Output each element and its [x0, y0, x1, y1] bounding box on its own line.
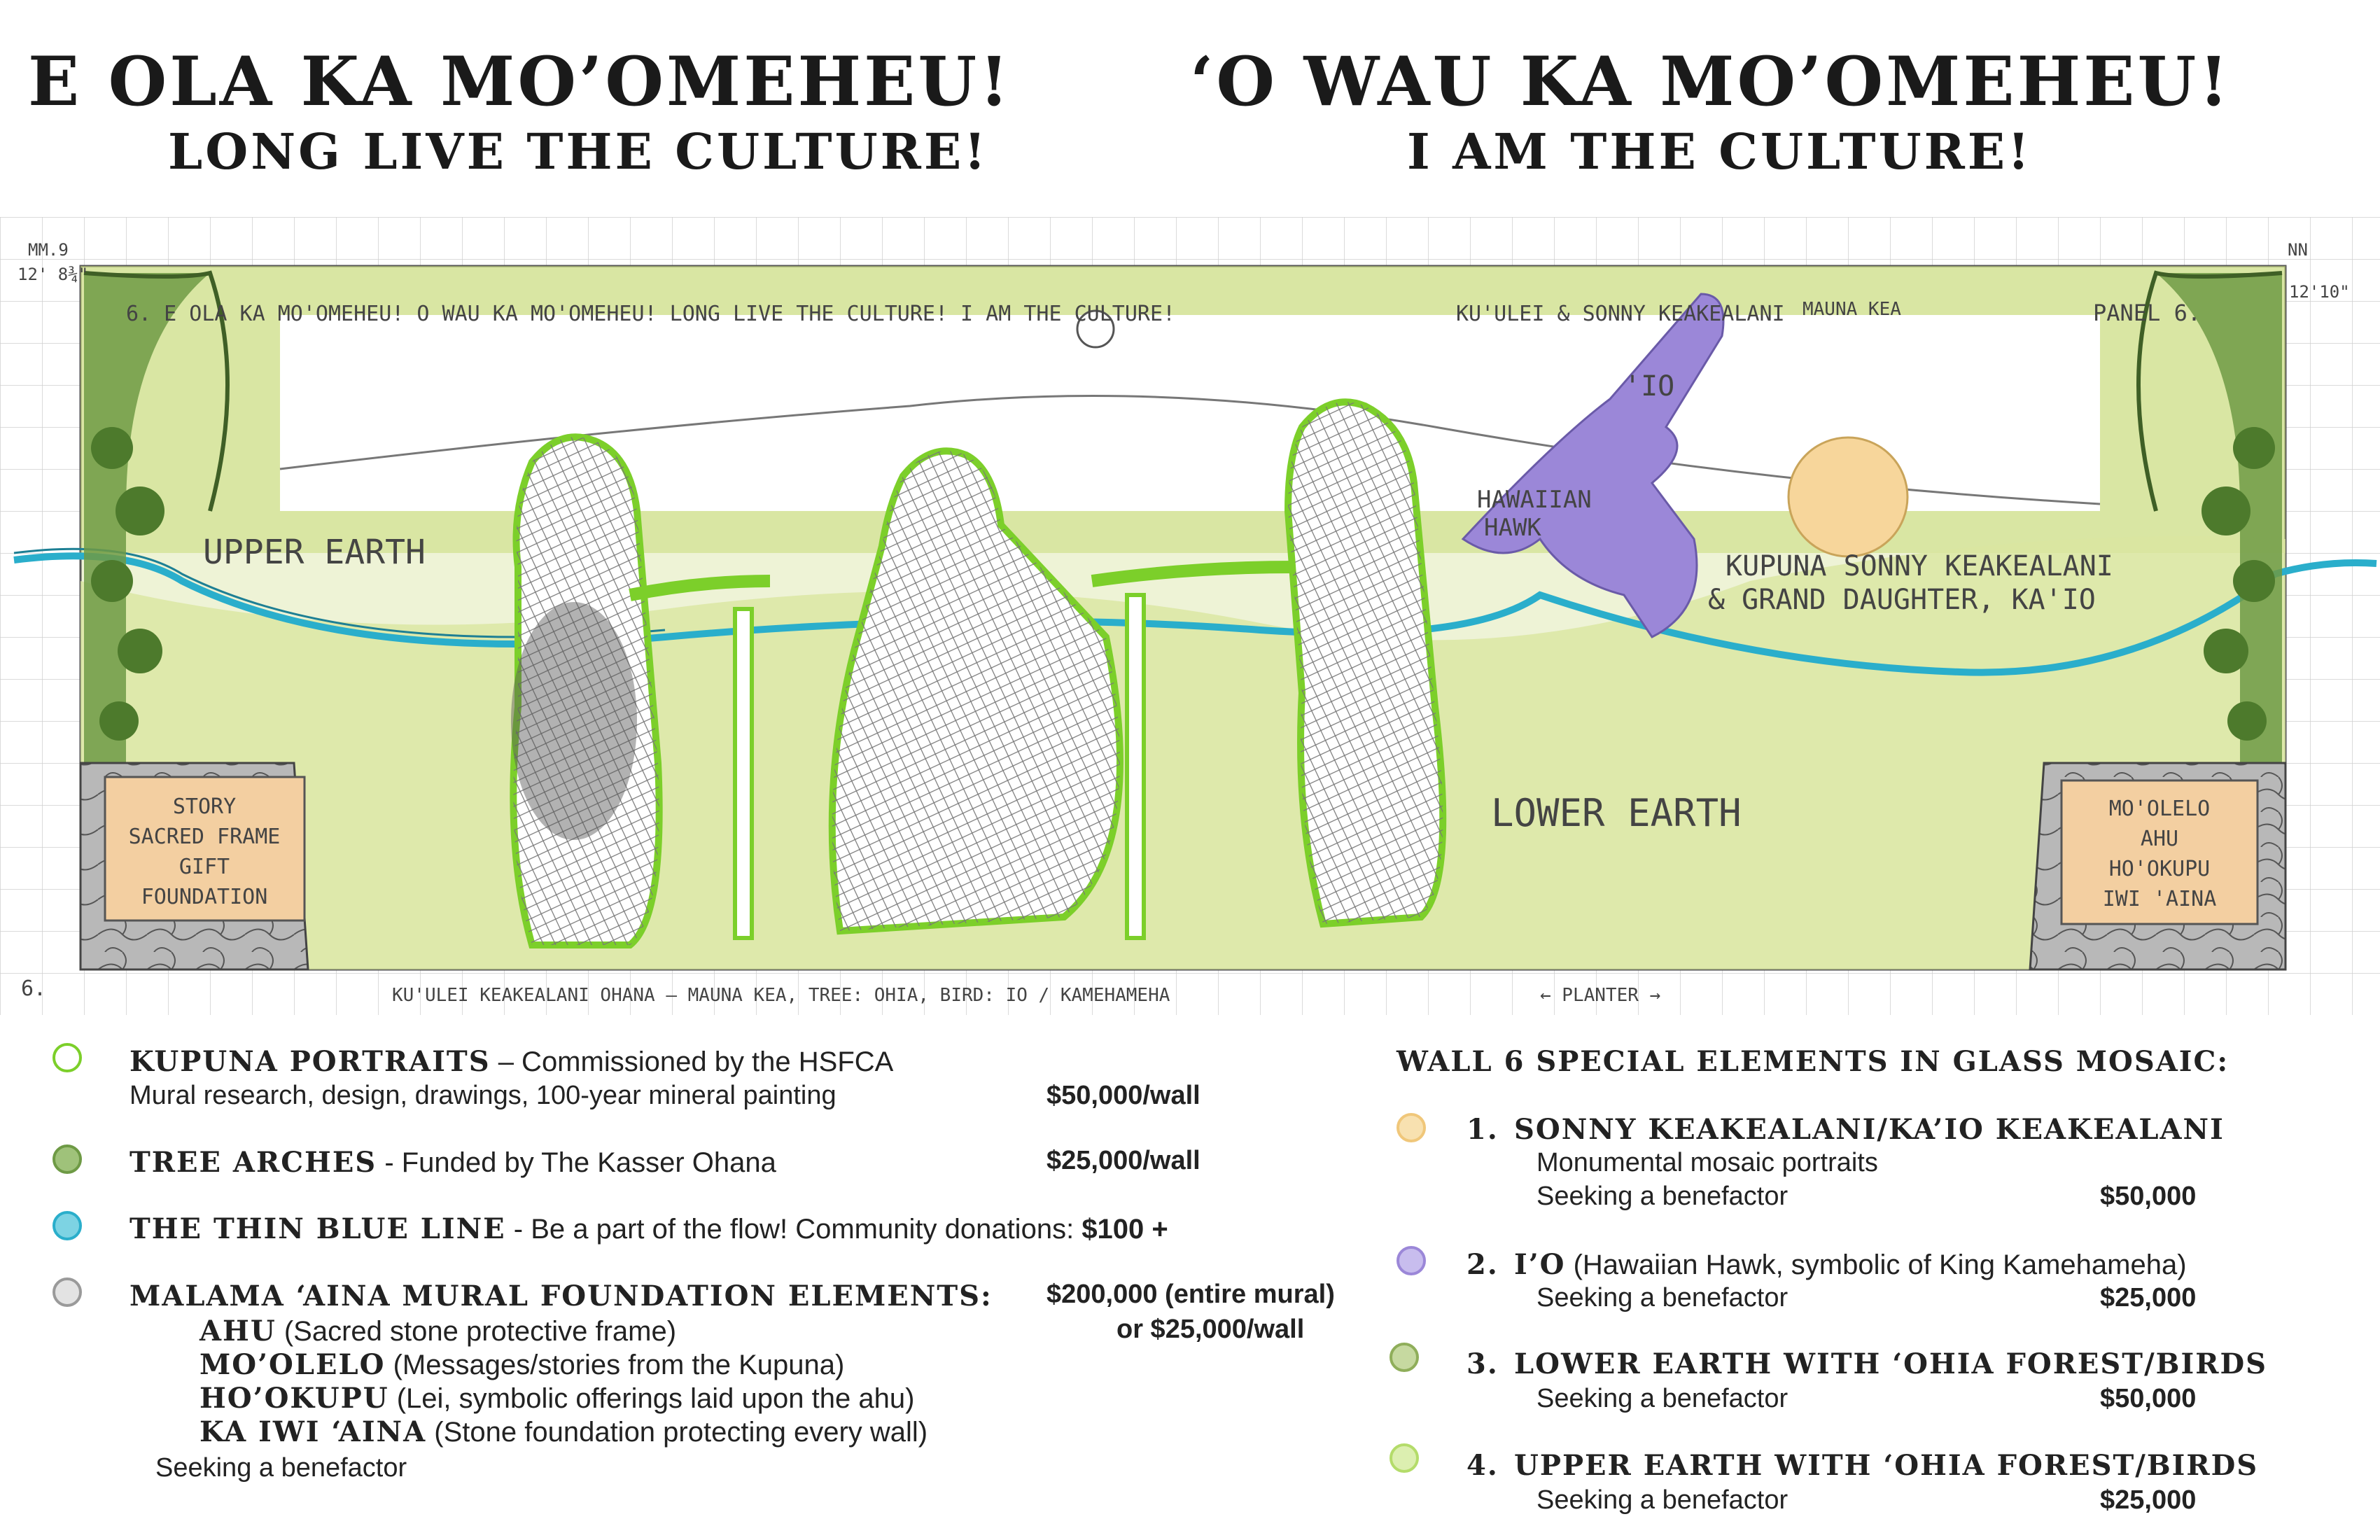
special-heading	[1396, 1045, 2229, 1078]
plaque-left-1: STORY	[172, 794, 237, 819]
i4-seek: Seeking a benefactor	[1536, 1485, 1788, 1515]
io-label: 'IO	[1624, 370, 1675, 402]
hookupu-desc: (Lei, symbolic offerings laid upon the ahu)	[388, 1383, 915, 1414]
ahu-row	[200, 1315, 676, 1348]
plaque-right-1: MO'OLELO	[2108, 797, 2211, 821]
right-dim: 12'10"	[2289, 282, 2350, 302]
legend-dot-sun	[1396, 1113, 1426, 1142]
i2-desc: (Hawaiian Hawk, symbolic of King Kamehameha)	[1565, 1250, 2187, 1280]
moolelo-title: MO’OLELO	[200, 1348, 386, 1381]
found-seeking: Seeking a benefactor	[155, 1453, 407, 1483]
legend-dot-upper-earth	[1390, 1443, 1419, 1473]
i1-num: 1.	[1466, 1113, 1499, 1146]
kaiwi-desc: (Stone foundation protecting every wall)	[426, 1417, 928, 1448]
subtitle-right: I AM THE CULTURE!	[1407, 122, 2032, 181]
trees-title: TREE ARCHES	[130, 1146, 377, 1179]
i3-title: LOWER EARTH WITH ‘OHIA FOREST/BIRDS	[1514, 1348, 2268, 1380]
hawk-label-2: HAWK	[1484, 514, 1541, 542]
plaque-right-3: HO'OKUPU	[2108, 857, 2211, 881]
i2-title: I’O	[1514, 1248, 1566, 1281]
sun	[1788, 438, 1907, 556]
found-title: MALAMA ‘AINA MURAL FOUNDATION ELEMENTS:	[130, 1280, 993, 1312]
legend-kupuna	[130, 1045, 893, 1078]
i1-seek: Seeking a benefactor	[1536, 1182, 1788, 1211]
moolelo-row	[200, 1348, 844, 1381]
plaque-right-4: IWI 'AINA	[2102, 887, 2217, 911]
top-note: 6. E OLA KA MO'OMEHEU! O WAU KA MO'OMEHEU! LONG LIVE THE CULTURE! I AM THE CULTURE!	[126, 302, 1176, 326]
legend-blue-line	[130, 1212, 1168, 1245]
special-heading-text: WALL 6 SPECIAL ELEMENTS IN GLASS MOSAIC:	[1396, 1045, 2230, 1078]
upper-earth-label: UPPER EARTH	[203, 533, 426, 572]
mural-drawing	[0, 217, 2380, 1015]
plaque-right-2: AHU	[2140, 827, 2179, 851]
plaque-left-4: FOUNDATION	[141, 885, 268, 909]
legend-dot-hawk	[1396, 1246, 1426, 1275]
post-2	[1127, 595, 1144, 938]
six-label: 6.	[21, 976, 47, 1001]
trees-desc: - Funded by The Kasser Ohana	[377, 1147, 776, 1178]
moolelo-desc: (Messages/stories from the Kupuna)	[385, 1350, 845, 1380]
found-price-2: or $25,000/wall	[1116, 1315, 1305, 1344]
legend-dot-blue	[52, 1211, 82, 1240]
blue-desc: - Be a part of the flow! Community donations:	[505, 1214, 1074, 1245]
i3-price: $50,000	[2100, 1384, 2197, 1413]
nn-label: NN	[2288, 240, 2308, 260]
subtitle-left: LONG LIVE THE CULTURE!	[168, 122, 988, 181]
bottom-note: KU'ULEI KEAKEALANI OHANA — MAUNA KEA, TREE: OHIA, BIRD: IO / KAMEHAMEHA	[392, 985, 1170, 1006]
ahu-desc: (Sacred stone protective frame)	[276, 1316, 677, 1347]
hookupu-title: HO’OKUPU	[200, 1382, 389, 1415]
title-left: E OLA KA MO’OMEHEU!	[28, 42, 1012, 121]
special-item-2	[1466, 1248, 2187, 1281]
trees-price: $25,000/wall	[1046, 1146, 1200, 1175]
lower-earth-label: LOWER EARTH	[1491, 791, 1742, 835]
i2-price: $25,000	[2100, 1283, 2197, 1312]
i4-price: $25,000	[2100, 1485, 2197, 1515]
planter-label: ← PLANTER →	[1540, 985, 1661, 1006]
legend-dot-green-outline	[52, 1043, 82, 1072]
hawk-label-1: HAWAIIAN	[1477, 486, 1592, 514]
mm-label: MM.9	[28, 240, 69, 260]
plaque-left-3: GIFT	[178, 855, 230, 879]
kupuna-price: $50,000/wall	[1046, 1081, 1200, 1110]
left-dim: 12' 8¾"	[18, 265, 89, 284]
kupuna-label-1: KUPUNA SONNY KEAKEALANI	[1726, 550, 2113, 582]
legend-dot-lower-earth	[1390, 1343, 1419, 1372]
i1-price: $50,000	[2100, 1182, 2197, 1211]
i1-title: SONNY KEAKEALANI/KA’IO KEAKEALANI	[1514, 1113, 2225, 1146]
i1-desc: Monumental mosaic portraits	[1536, 1148, 1878, 1177]
blue-price: $100 +	[1082, 1214, 1168, 1245]
panel-label: PANEL 6.	[2093, 300, 2202, 326]
kupuna-line2: Mural research, design, drawings, 100-year mineral painting	[130, 1081, 836, 1110]
i2-seek: Seeking a benefactor	[1536, 1283, 1788, 1312]
legend-trees	[130, 1146, 776, 1179]
kaiwi-title: KA IWI ‘AINA	[200, 1415, 427, 1448]
special-item-1	[1466, 1113, 2225, 1146]
mauna-kea: MAUNA KEA	[1802, 299, 1901, 320]
special-item-3	[1466, 1348, 2267, 1380]
kupuna-desc: – Commissioned by the HSFCA	[490, 1046, 894, 1077]
blue-title: THE THIN BLUE LINE	[130, 1212, 506, 1245]
kupuna-figure-left	[511, 437, 659, 945]
post-1	[735, 609, 752, 938]
i3-num: 3.	[1466, 1348, 1499, 1380]
kupuna-label-2: & GRAND DAUGHTER, KA'IO	[1708, 584, 2096, 616]
kaiwi-row	[200, 1415, 927, 1448]
i4-num: 4.	[1466, 1449, 1499, 1482]
found-price-1: $200,000 (entire mural)	[1046, 1280, 1335, 1309]
special-item-4	[1466, 1449, 2258, 1482]
legend-dot-tree	[52, 1144, 82, 1174]
i4-title: UPPER EARTH WITH ‘OHIA FOREST/BIRDS	[1514, 1449, 2259, 1482]
legend-dot-gray	[52, 1278, 82, 1307]
kupuna-title: KUPUNA PORTRAITS	[130, 1045, 491, 1078]
title-right: ‘O WAU KA MO’OMEHEU!	[1190, 42, 2232, 121]
plaque-left-2: SACRED FRAME	[128, 825, 281, 849]
ahu-title: AHU	[200, 1315, 276, 1348]
hookupu-row	[200, 1382, 914, 1415]
i2-num: 2.	[1466, 1248, 1499, 1281]
legend-foundation	[130, 1280, 993, 1312]
i3-seek: Seeking a benefactor	[1536, 1384, 1788, 1413]
top-note-right: KU'ULEI & SONNY KEAKEALANI	[1456, 302, 1785, 326]
